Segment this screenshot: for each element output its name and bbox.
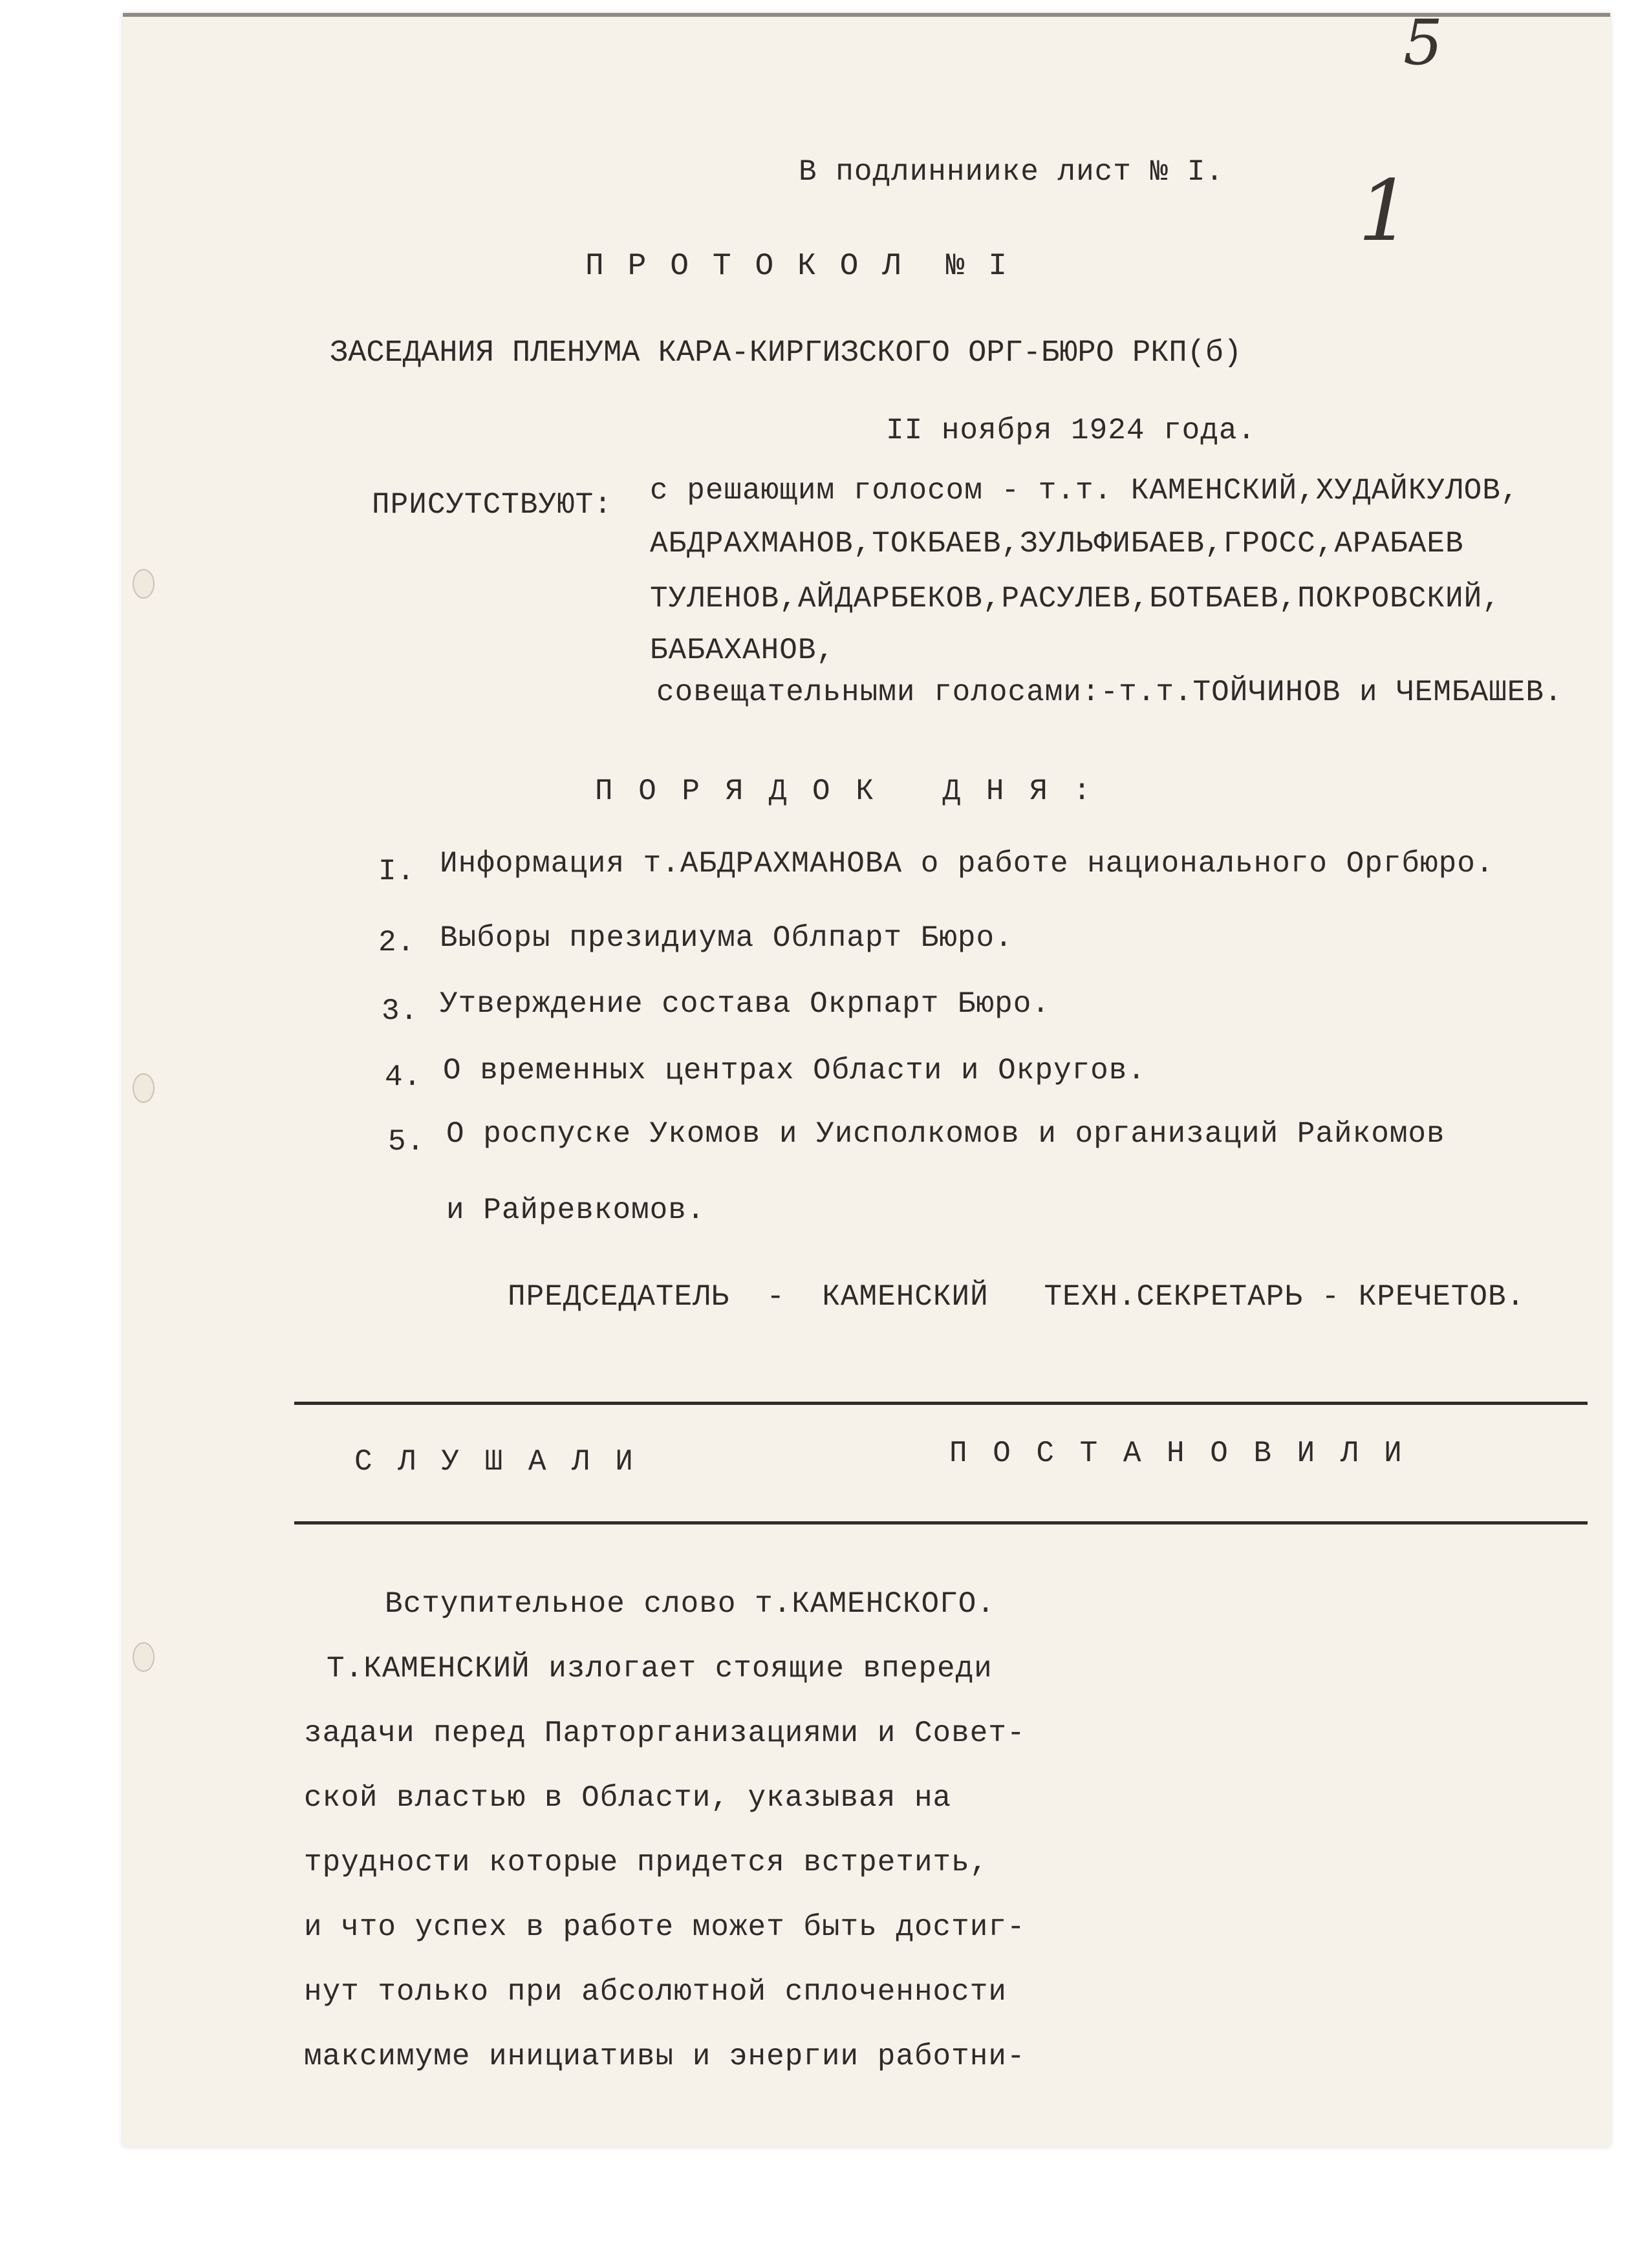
body-line: и что успех в работе может быть достиг- <box>304 1910 1026 1944</box>
punch-hole <box>133 1073 155 1103</box>
page-number-handwritten: 1 <box>1358 162 1412 260</box>
body-line: нут только при абсолютной сплоченности <box>304 1975 1007 2009</box>
body-line: максимуме инициативы и энергии работни- <box>304 2040 1026 2073</box>
attendance-line: с решающим голосом - т.т. КАМЕНСКИЙ,ХУДАЙКУЛОВ, <box>650 474 1520 508</box>
column-resolved: П О С Т А Н О В И Л И <box>949 1437 1406 1470</box>
agenda-item-text: Выборы президиума Облпарт Бюро. <box>440 921 1013 955</box>
divider-top <box>294 1402 1588 1405</box>
column-heard: С Л У Ш А Л И <box>354 1445 637 1479</box>
body-line: Т.КАМЕНСКИЙ излогает стоящие впереди <box>327 1652 993 1685</box>
agenda-heading: П О Р Я Д О К Д Н Я : <box>595 775 1095 808</box>
original-sheet-note: В подлинниике лист № I. <box>799 155 1224 189</box>
divider-bottom <box>294 1521 1588 1524</box>
agenda-item-number: I. <box>378 855 416 888</box>
attendance-line: ТУЛЕНОВ,АЙДАРБЕКОВ,РАСУЛЕВ,БОТБАЕВ,ПОКРОВСКИЙ, <box>650 582 1501 615</box>
meeting-date: II ноября 1924 года. <box>886 414 1256 447</box>
scan-edge <box>123 13 1610 17</box>
punch-hole <box>133 1642 155 1672</box>
agenda-item-text: Информация т.АБДРАХМАНОВА о работе национального Оргбюро. <box>440 847 1494 881</box>
body-line: Вступительное слово т.КАМЕНСКОГО. <box>385 1587 995 1621</box>
agenda-item-continuation: и Райревкомов. <box>446 1193 706 1227</box>
body-line: ской властью в Области, указывая на <box>304 1781 952 1815</box>
body-line: задачи перед Парторганизациями и Совет- <box>304 1717 1026 1750</box>
attendance-label: ПРИСУТСТВУЮТ: <box>372 488 612 522</box>
document-subtitle: ЗАСЕДАНИЯ ПЛЕНУМА КАРА-КИРГИЗСКОГО ОРГ-БЮРО РКП(б) <box>330 336 1242 370</box>
attendance-line: совещательными голосами:-т.т.ТОЙЧИНОВ и ЧЕМБАШЕВ. <box>656 676 1563 709</box>
document-title: П Р О Т О К О Л № I <box>585 249 1010 284</box>
agenda-item-text: О временных центрах Области и Округов. <box>443 1054 1146 1087</box>
punch-hole <box>133 569 155 599</box>
attendance-line: БАБАХАНОВ, <box>650 634 835 667</box>
agenda-item-text: Утверждение состава Окрпарт Бюро. <box>440 987 1050 1021</box>
agenda-item-number: 4. <box>385 1060 422 1094</box>
body-line: трудности которые придется встретить, <box>304 1846 989 1879</box>
signatures-line: ПРЕДСЕДАТЕЛЬ - КАМЕНСКИЙ ТЕХН.СЕКРЕТАРЬ - КРЕЧЕТОВ. <box>508 1280 1525 1314</box>
agenda-item-text: О роспуске Укомов и Уисполкомов и организаций Райкомов <box>446 1117 1445 1151</box>
agenda-item-number: 2. <box>378 926 416 959</box>
agenda-item-number: 5. <box>388 1125 426 1159</box>
folio-number: 5 <box>1403 6 1443 79</box>
attendance-line: АБДРАХМАНОВ,ТОКБАЕВ,ЗУЛЬФИБАЕВ,ГРОСС,АРАБАЕВ <box>650 527 1464 561</box>
agenda-item-number: 3. <box>382 994 419 1028</box>
